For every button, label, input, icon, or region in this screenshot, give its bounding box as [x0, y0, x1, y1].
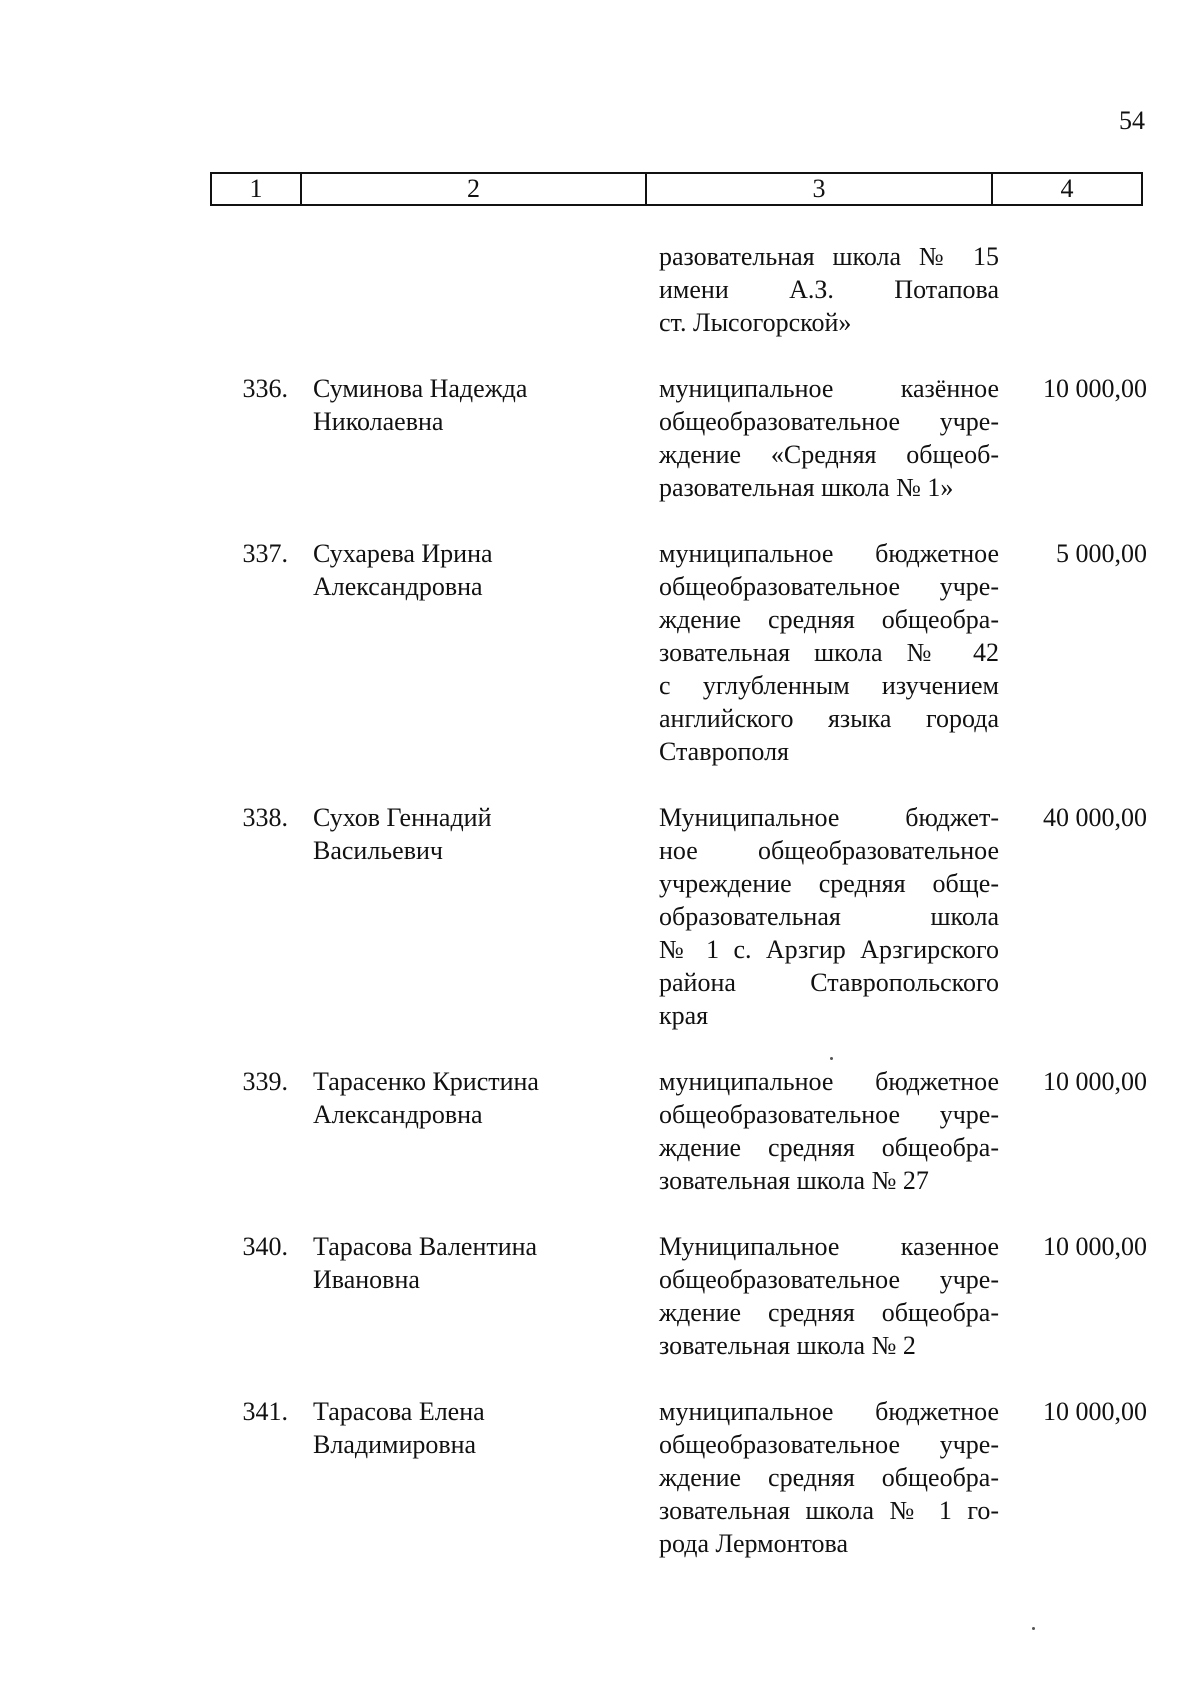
text-line: учреждение средняя обще-: [659, 869, 999, 898]
amount-cell: 10 000,00: [1043, 374, 1147, 403]
organization-cell: [659, 372, 999, 504]
amount-cell: 5 000,00: [1056, 539, 1147, 568]
text-line: ждение «Средняя общеоб-: [659, 440, 999, 469]
text-line: Тарасова Валентина: [313, 1232, 538, 1261]
text-line: муниципальное бюджетное: [659, 539, 999, 568]
organization-cell: [659, 1395, 999, 1560]
text-line: № 1 с. Арзгир Арзгирского: [659, 935, 999, 964]
text-line: имени А.З. Потапова: [659, 275, 999, 304]
table-row: [0, 801, 1200, 1032]
text-line: общеобразовательное учре-: [659, 1430, 999, 1459]
text-line: Муниципальное казенное: [659, 1232, 999, 1261]
text-line: Суминова Надежда: [313, 374, 528, 403]
table-row: [0, 1395, 1200, 1560]
text-line: Тарасова Елена: [313, 1397, 485, 1426]
table-row: [0, 537, 1200, 768]
text-line: Васильевич: [313, 836, 443, 865]
page-number: 54: [1119, 106, 1145, 135]
text-line: Тарасенко Кристина: [313, 1067, 539, 1096]
text-line: Владимировна: [313, 1430, 477, 1459]
table-header: [210, 172, 1143, 206]
organization-cell: [659, 537, 999, 768]
text-line: муниципальное казённое: [659, 374, 999, 403]
text-line: рода Лермонтова: [659, 1529, 848, 1558]
amount-cell: 10 000,00: [1043, 1232, 1147, 1261]
organization-cell: [659, 1065, 999, 1197]
table-row: [0, 372, 1200, 504]
text-line: английского языка города: [659, 704, 999, 733]
text-line: района Ставропольского: [659, 968, 999, 997]
row-number: 341.: [242, 1397, 288, 1426]
row-number: 337.: [242, 539, 288, 568]
text-line: Александровна: [313, 572, 483, 601]
person-name: [313, 1395, 643, 1461]
text-line: общеобразовательное учре-: [659, 1265, 999, 1294]
text-line: образовательная школа: [659, 902, 999, 931]
row-number: [0, 240, 288, 339]
row-number: 339.: [242, 1067, 288, 1096]
text-line: ст. Лысогорской»: [659, 308, 852, 337]
text-line: разовательная школа № 15: [659, 242, 999, 271]
amount-cell: 10 000,00: [1043, 1397, 1147, 1426]
organization-cell: [659, 240, 999, 339]
scan-speck: [830, 1057, 833, 1060]
row-number: 338.: [242, 803, 288, 832]
organization-cell: [659, 1230, 999, 1362]
text-line: зовательная школа № 42: [659, 638, 999, 667]
text-line: зовательная школа № 27: [659, 1166, 929, 1195]
text-line: ждение средняя общеобра-: [659, 1298, 999, 1327]
text-line: Муниципальное бюджет-: [659, 803, 999, 832]
amount-cell: 10 000,00: [1043, 1067, 1147, 1096]
row-number: 336.: [242, 374, 288, 403]
person-name: [313, 801, 643, 867]
amount-cell: 40 000,00: [1043, 803, 1147, 832]
text-line: зовательная школа № 2: [659, 1331, 916, 1360]
text-line: муниципальное бюджетное: [659, 1067, 999, 1096]
header-col-1: 1: [212, 174, 302, 204]
person-name: [313, 537, 643, 603]
row-number: 340.: [242, 1232, 288, 1261]
person-name: [313, 372, 643, 438]
person-name: [313, 1065, 643, 1131]
table-row-continuation: [0, 240, 1200, 339]
scan-speck: [1032, 1627, 1035, 1630]
text-line: ное общеобразовательное: [659, 836, 999, 865]
text-line: общеобразовательное учре-: [659, 572, 999, 601]
header-col-2: 2: [302, 174, 647, 204]
text-line: Ставрополя: [659, 737, 789, 766]
text-line: общеобразовательное учре-: [659, 1100, 999, 1129]
table-body: [0, 240, 1200, 1593]
text-line: ждение средняя общеобра-: [659, 605, 999, 634]
text-line: Сухарева Ирина: [313, 539, 493, 568]
text-line: общеобразовательное учре-: [659, 407, 999, 436]
header-col-4: 4: [1060, 174, 1074, 203]
header-col-3: 3: [647, 174, 993, 204]
table-row: [0, 1230, 1200, 1362]
text-line: ждение средняя общеобра-: [659, 1463, 999, 1492]
text-line: Ивановна: [313, 1265, 420, 1294]
text-line: Александровна: [313, 1100, 483, 1129]
text-line: Николаевна: [313, 407, 444, 436]
text-line: муниципальное бюджетное: [659, 1397, 999, 1426]
text-line: края: [659, 1001, 709, 1030]
organization-cell: [659, 801, 999, 1032]
text-line: ждение средняя общеобра-: [659, 1133, 999, 1162]
text-line: с углубленным изучением: [659, 671, 999, 700]
text-line: зовательная школа № 1 го-: [659, 1496, 999, 1525]
person-name: [313, 1230, 643, 1296]
text-line: Сухов Геннадий: [313, 803, 492, 832]
text-line: разовательная школа № 1»: [659, 473, 954, 502]
table-row: [0, 1065, 1200, 1197]
